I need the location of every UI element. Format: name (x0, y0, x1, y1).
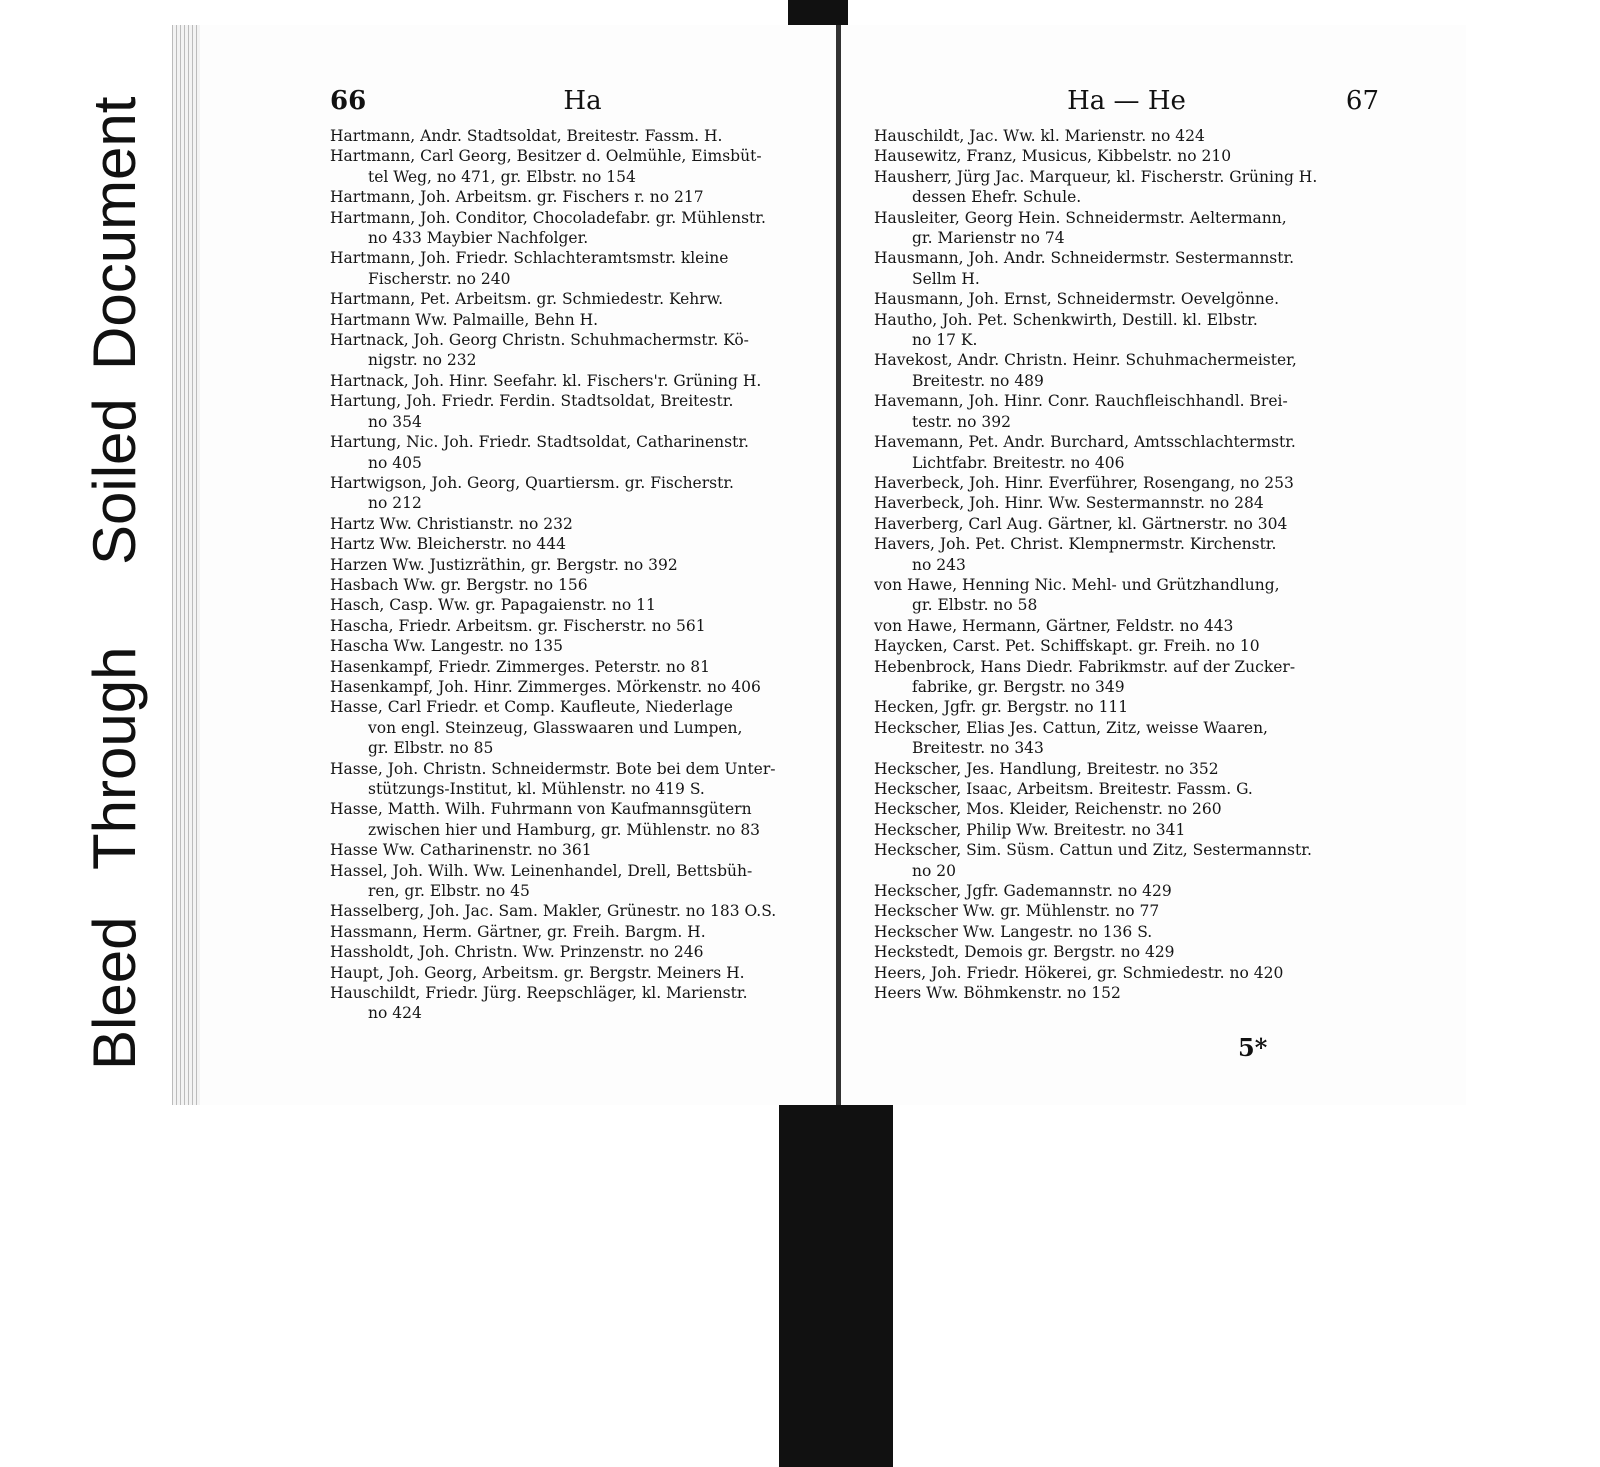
entry-line: Hartnack, Joh. Georg Christn. Schuhmachermstr. Kö- (330, 331, 749, 350)
entry-continuation: fabrike, gr. Bergstr. no 349 (912, 677, 1125, 696)
directory-entry (330, 861, 835, 902)
left-page (330, 86, 835, 1024)
entry-line: Hartwigson, Joh. Georg, Quartiersm. gr. Fischerstr. (330, 473, 734, 492)
entry-line: Hecken, Jgfr. gr. Bergstr. no 111 (874, 698, 1129, 717)
entry-continuation: gr. Elbstr. no 85 (368, 739, 494, 758)
entry-line: Heckscher, Philip Ww. Breitestr. no 341 (874, 820, 1186, 839)
directory-entry (874, 963, 1379, 983)
entry-line: Harzen Ww. Justizräthin, gr. Bergstr. no 392 (330, 555, 678, 574)
directory-entry (330, 963, 835, 983)
right-page (874, 86, 1379, 1003)
entry-continuation: zwischen hier und Hamburg, gr. Mühlenstr. no 83 (368, 820, 761, 839)
directory-entry (874, 208, 1379, 249)
entry-line: Hauschildt, Jac. Ww. kl. Marienstr. no 424 (874, 127, 1205, 145)
directory-entry (874, 350, 1379, 391)
directory-entry (330, 901, 835, 921)
entry-line: Hausmann, Joh. Ernst, Schneidermstr. Oevelgönne. (874, 290, 1280, 309)
entry-line: von Hawe, Hermann, Gärtner, Feldstr. no 443 (874, 616, 1234, 635)
entry-line: Hausleiter, Georg Hein. Schneidermstr. Aeltermann, (874, 208, 1287, 227)
directory-entry (874, 759, 1379, 779)
entry-line: Hasbach Ww. gr. Bergstr. no 156 (330, 575, 588, 594)
entry-continuation: gr. Elbstr. no 58 (912, 596, 1038, 615)
entry-line: Haverbeck, Joh. Hinr. Everführer, Rosengang, no 253 (874, 473, 1294, 492)
directory-entry (874, 248, 1379, 289)
entry-line: Hasse, Joh. Christn. Schneidermstr. Bote bei dem Unter- (330, 759, 776, 778)
directory-entry (330, 759, 835, 800)
entry-continuation: no 433 Maybier Nachfolger. (368, 229, 589, 248)
entry-line: Heckscher Ww. Langestr. no 136 S. (874, 922, 1153, 941)
directory-entry (330, 636, 835, 656)
directory-entry (874, 616, 1379, 636)
entry-continuation: dessen Ehefr. Schule. (912, 188, 1082, 207)
entry-continuation: nigstr. no 232 (368, 351, 477, 370)
entry-continuation: no 20 (912, 861, 956, 880)
entry-line: Hassholdt, Joh. Christn. Ww. Prinzenstr. no 246 (330, 943, 704, 962)
right-entry-list (874, 126, 1379, 1003)
right-page-title: Ha — He (1067, 86, 1186, 116)
entry-line: Havemann, Pet. Andr. Burchard, Amtsschlachtermstr. (874, 433, 1296, 452)
entry-continuation: no 243 (912, 555, 966, 574)
entry-continuation: Sellm H. (912, 269, 980, 288)
entry-line: Hasse, Carl Friedr. et Comp. Kaufleute, Niederlage (330, 698, 733, 717)
directory-entry (874, 718, 1379, 759)
right-page-number: 67 (1345, 86, 1379, 116)
directory-entry (874, 799, 1379, 819)
left-page-header (330, 86, 835, 126)
directory-entry (874, 840, 1379, 881)
directory-entry (330, 146, 835, 187)
directory-entry (330, 514, 835, 534)
entry-line: Haverberg, Carl Aug. Gärtner, kl. Gärtnerstr. no 304 (874, 514, 1288, 533)
entry-continuation: von engl. Steinzeug, Glasswaaren und Lumpen, (368, 718, 743, 737)
directory-entry (874, 534, 1379, 575)
left-page-number: 66 (330, 86, 367, 116)
entry-continuation: no 17 K. (912, 331, 978, 350)
entry-continuation: no 424 (368, 1004, 422, 1023)
entry-line: Heers, Joh. Friedr. Hökerei, gr. Schmiedestr. no 420 (874, 963, 1284, 982)
entry-continuation: gr. Marienstr no 74 (912, 229, 1065, 248)
directory-entry (330, 799, 835, 840)
entry-line: Hartmann, Carl Georg, Besitzer d. Oelmühle, Eimsbüt- (330, 147, 762, 166)
directory-entry (330, 942, 835, 962)
entry-continuation: Breitestr. no 343 (912, 739, 1044, 758)
entry-line: Hartz Ww. Bleicherstr. no 444 (330, 535, 566, 554)
entry-line: Heckscher, Jes. Handlung, Breitestr. no 352 (874, 759, 1219, 778)
label-document: Document (81, 96, 148, 370)
directory-entry (874, 493, 1379, 513)
directory-entry (330, 248, 835, 289)
entry-line: Heckscher, Sim. Süsm. Cattun und Zitz, Sestermannstr. (874, 841, 1312, 860)
directory-entry (874, 779, 1379, 799)
entry-line: Heckscher, Isaac, Arbeitsm. Breitestr. Fassm. G. (874, 780, 1253, 798)
entry-continuation: no 405 (368, 453, 422, 472)
directory-entry (874, 473, 1379, 493)
directory-entry (330, 330, 835, 371)
directory-entry (874, 697, 1379, 717)
label-soiled: Soiled (81, 398, 148, 565)
entry-line: Hasenkampf, Joh. Hinr. Zimmerges. Mörkenstr. no 406 (330, 677, 761, 696)
directory-entry (874, 881, 1379, 901)
entry-line: Hausherr, Jürg Jac. Marqueur, kl. Fischerstr. Grüning H. (874, 167, 1318, 186)
directory-entry (330, 697, 835, 758)
directory-entry (330, 473, 835, 514)
entry-line: Haverbeck, Joh. Hinr. Ww. Sestermannstr. no 284 (874, 494, 1264, 513)
entry-line: von Hawe, Henning Nic. Mehl- und Grützhandlung, (874, 575, 1280, 594)
directory-entry (330, 677, 835, 697)
directory-entry (874, 514, 1379, 534)
entry-line: Hasenkampf, Friedr. Zimmerges. Peterstr. no 81 (330, 657, 710, 676)
entry-line: Hauschildt, Friedr. Jürg. Reepschläger, kl. Marienstr. (330, 984, 748, 1003)
entry-line: Hartz Ww. Christianstr. no 232 (330, 514, 573, 533)
page-edges (172, 25, 200, 1105)
entry-line: Hasse, Matth. Wilh. Fuhrmann von Kaufmannsgütern (330, 800, 752, 819)
directory-entry (330, 922, 835, 942)
directory-entry (874, 167, 1379, 208)
gutter-fold (836, 25, 841, 1105)
directory-entry (330, 657, 835, 677)
directory-entry (874, 391, 1379, 432)
entry-continuation: Breitestr. no 489 (912, 371, 1044, 390)
directory-entry (874, 289, 1379, 309)
entry-line: Havers, Joh. Pet. Christ. Klempnermstr. Kirchenstr. (874, 535, 1277, 554)
directory-entry (874, 575, 1379, 616)
signature-mark: 5* (1238, 1033, 1268, 1062)
entry-line: Hascha Ww. Langestr. no 135 (330, 637, 563, 656)
entry-line: Hassel, Joh. Wilh. Ww. Leinenhandel, Drell, Bettsbüh- (330, 861, 753, 880)
directory-entry (874, 432, 1379, 473)
entry-line: Hebenbrock, Hans Diedr. Fabrikmstr. auf der Zucker- (874, 657, 1296, 676)
entry-line: Heckscher, Mos. Kleider, Reichenstr. no 260 (874, 800, 1222, 819)
entry-line: Haycken, Carst. Pet. Schiffskapt. gr. Freih. no 10 (874, 637, 1260, 656)
entry-line: Hasse Ww. Catharinenstr. no 361 (330, 841, 592, 860)
entry-line: Hartmann, Joh. Arbeitsm. gr. Fischers r. no 217 (330, 188, 704, 207)
directory-entry (330, 391, 835, 432)
label-through: Through (81, 646, 148, 870)
entry-line: Hartung, Nic. Joh. Friedr. Stadtsoldat, Catharinenstr. (330, 433, 749, 452)
entry-line: Hasselberg, Joh. Jac. Sam. Makler, Grünestr. no 183 O.S. (330, 902, 777, 921)
entry-continuation: no 212 (368, 494, 422, 513)
directory-entry (874, 983, 1379, 1003)
entry-line: Hartmann Ww. Palmaille, Behn H. (330, 310, 599, 329)
entry-continuation: ren, gr. Elbstr. no 45 (368, 882, 530, 901)
watermark-label (20, 20, 148, 1070)
left-page-title: Ha (563, 86, 602, 116)
directory-entry (330, 555, 835, 575)
entry-line: Hascha, Friedr. Arbeitsm. gr. Fischerstr. no 561 (330, 616, 706, 635)
directory-entry (330, 208, 835, 249)
entry-continuation: stützungs-Institut, kl. Mühlenstr. no 419 S. (368, 780, 705, 798)
directory-entry (330, 616, 835, 636)
directory-entry (874, 636, 1379, 656)
entry-continuation: Lichtfabr. Breitestr. no 406 (912, 453, 1125, 472)
directory-entry (330, 371, 835, 391)
entry-line: Hausmann, Joh. Andr. Schneidermstr. Sestermannstr. (874, 249, 1295, 268)
directory-entry (874, 657, 1379, 698)
directory-entry (330, 126, 835, 146)
entry-line: Hartnack, Joh. Hinr. Seefahr. kl. Fischers'r. Grüning H. (330, 371, 762, 390)
directory-entry (874, 942, 1379, 962)
directory-entry (874, 922, 1379, 942)
directory-entry (330, 310, 835, 330)
directory-entry (874, 126, 1379, 146)
entry-line: Haupt, Joh. Georg, Arbeitsm. gr. Bergstr. Meiners H. (330, 963, 745, 982)
entry-line: Hartung, Joh. Friedr. Ferdin. Stadtsoldat, Breitestr. (330, 392, 734, 411)
entry-continuation: testr. no 392 (912, 412, 1011, 431)
directory-entry (874, 146, 1379, 166)
directory-entry (330, 534, 835, 554)
left-entry-list (330, 126, 835, 1024)
entry-line: Heckscher, Elias Jes. Cattun, Zitz, weisse Waaren, (874, 718, 1268, 737)
binding-strip-bottom (779, 1105, 893, 1467)
directory-entry (874, 820, 1379, 840)
entry-line: Hautho, Joh. Pet. Schenkwirth, Destill. kl. Elbstr. (874, 310, 1258, 329)
directory-entry (330, 840, 835, 860)
entry-line: Hartmann, Joh. Friedr. Schlachteramtsmstr. kleine (330, 249, 729, 268)
entry-line: Hasch, Casp. Ww. gr. Papagaienstr. no 11 (330, 596, 656, 615)
entry-line: Heckstedt, Demois gr. Bergstr. no 429 (874, 943, 1175, 962)
directory-entry (330, 595, 835, 615)
entry-line: Heers Ww. Böhmkenstr. no 152 (874, 984, 1121, 1003)
entry-continuation: no 354 (368, 412, 422, 431)
entry-line: Heckscher, Jgfr. Gademannstr. no 429 (874, 882, 1172, 901)
right-page-header (874, 86, 1379, 126)
entry-line: Hausewitz, Franz, Musicus, Kibbelstr. no 210 (874, 147, 1232, 166)
directory-entry (330, 983, 835, 1024)
directory-entry (330, 187, 835, 207)
label-bleed: Bleed (81, 916, 148, 1070)
entry-line: Havemann, Joh. Hinr. Conr. Rauchfleischhandl. Brei- (874, 392, 1288, 411)
entry-line: Hassmann, Herm. Gärtner, gr. Freih. Bargm. H. (330, 922, 706, 941)
binding-strip-top (788, 0, 848, 25)
entry-line: Heckscher Ww. gr. Mühlenstr. no 77 (874, 902, 1160, 921)
entry-line: Hartmann, Pet. Arbeitsm. gr. Schmiedestr. Kehrw. (330, 290, 724, 309)
entry-line: Hartmann, Joh. Conditor, Chocoladefabr. gr. Mühlenstr. (330, 208, 766, 227)
entry-continuation: Fischerstr. no 240 (368, 269, 511, 288)
entry-continuation: tel Weg, no 471, gr. Elbstr. no 154 (368, 167, 636, 186)
entry-line: Hartmann, Andr. Stadtsoldat, Breitestr. Fassm. H. (330, 127, 723, 145)
directory-entry (874, 310, 1379, 351)
directory-entry (330, 432, 835, 473)
directory-entry (330, 289, 835, 309)
entry-line: Havekost, Andr. Christn. Heinr. Schuhmachermeister, (874, 351, 1297, 370)
directory-entry (330, 575, 835, 595)
directory-entry (874, 901, 1379, 921)
